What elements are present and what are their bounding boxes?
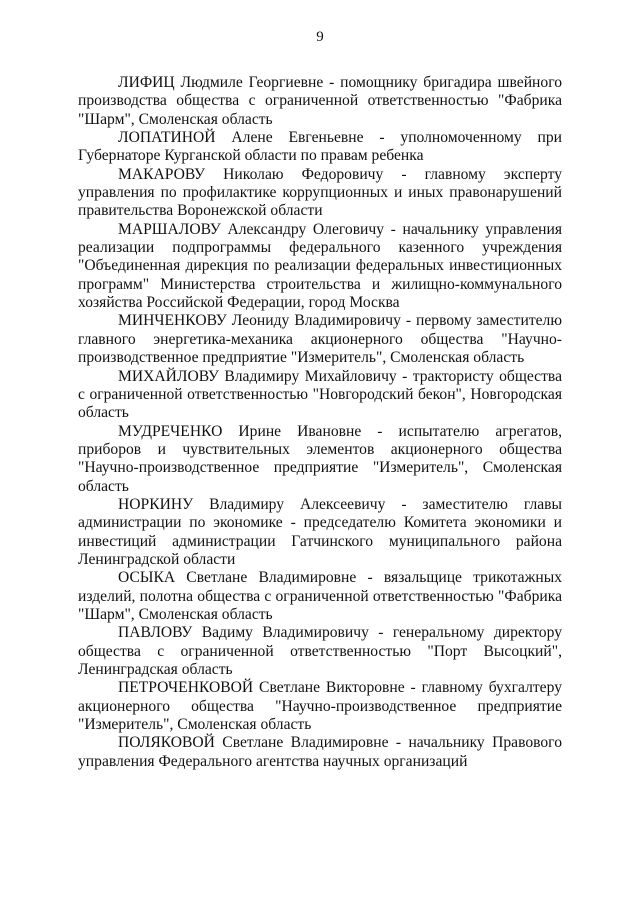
award-entry: МИХАЙЛОВУ Владимиру Михайловичу - трактористу общества с ограниченной ответственностью "Новгородский бекон", Новгородская область <box>78 367 562 422</box>
award-entry: ОСЫКА Светлане Владимировне - вязальщице трикотажных изделий, полотна общества с ограниченной ответственностью "Фабрика "Шарм", Смоленская область <box>78 569 562 623</box>
award-entry: МАРШАЛОВУ Александру Олеговичу - начальнику управления реализации подпрограммы федерального казенного учреждения "Объединенная дирекция по реализации федеральных инвестиционных программ" Министерства строительства и жилищно-коммунального хозяйства Российской Федерации, город Москва <box>78 220 562 312</box>
award-entry: МУДРЕЧЕНКО Ирине Ивановне - испытателю агрегатов, приборов и чувствительных элементов акционерного общества "Научно-производственное предприятие "Измеритель", Смоленская область <box>78 422 562 495</box>
award-entry: ПОЛЯКОВОЙ Светлане Владимировне - начальнику Правового управления Федерального агентства научных организаций <box>78 734 562 770</box>
award-entry: ПЕТРОЧЕНКОВОЙ Светлане Викторовне - главному бухгалтеру акционерного общества "Научно-производственное предприятие "Измеритель", Смоленская область <box>78 679 562 734</box>
award-entry: НОРКИНУ Владимиру Алексеевичу - заместителю главы администрации по экономике - председателю Комитета экономики и инвестиций администрации Гатчинского муниципального района Ленинградской области <box>78 495 562 568</box>
award-entry: МАКАРОВУ Николаю Федоровичу - главному эксперту управления по профилактике коррупционных и иных правонарушений правительства Воронежской области <box>78 165 562 220</box>
award-entry: МИНЧЕНКОВУ Леониду Владимировичу - первому заместителю главного энергетика-механика акционерного общества "Научно-производственное предприятие "Измеритель", Смоленская область <box>78 312 562 367</box>
award-entry: ЛИФИЦ Людмиле Георгиевне - помощнику бригадира швейного производства общества с ограниченной ответственностью "Фабрика "Шарм", Смоленская область <box>78 74 562 128</box>
page-number: 9 <box>316 29 324 45</box>
award-entry: ПАВЛОВУ Вадиму Владимировичу - генеральному директору общества с ограниченной ответственностью "Порт Высоцкий", Ленинградская область <box>78 624 562 678</box>
document-body <box>78 74 562 771</box>
award-entry: ЛОПАТИНОЙ Алене Евгеньевне - уполномоченному при Губернаторе Курганской области по правам ребенка <box>78 129 562 165</box>
